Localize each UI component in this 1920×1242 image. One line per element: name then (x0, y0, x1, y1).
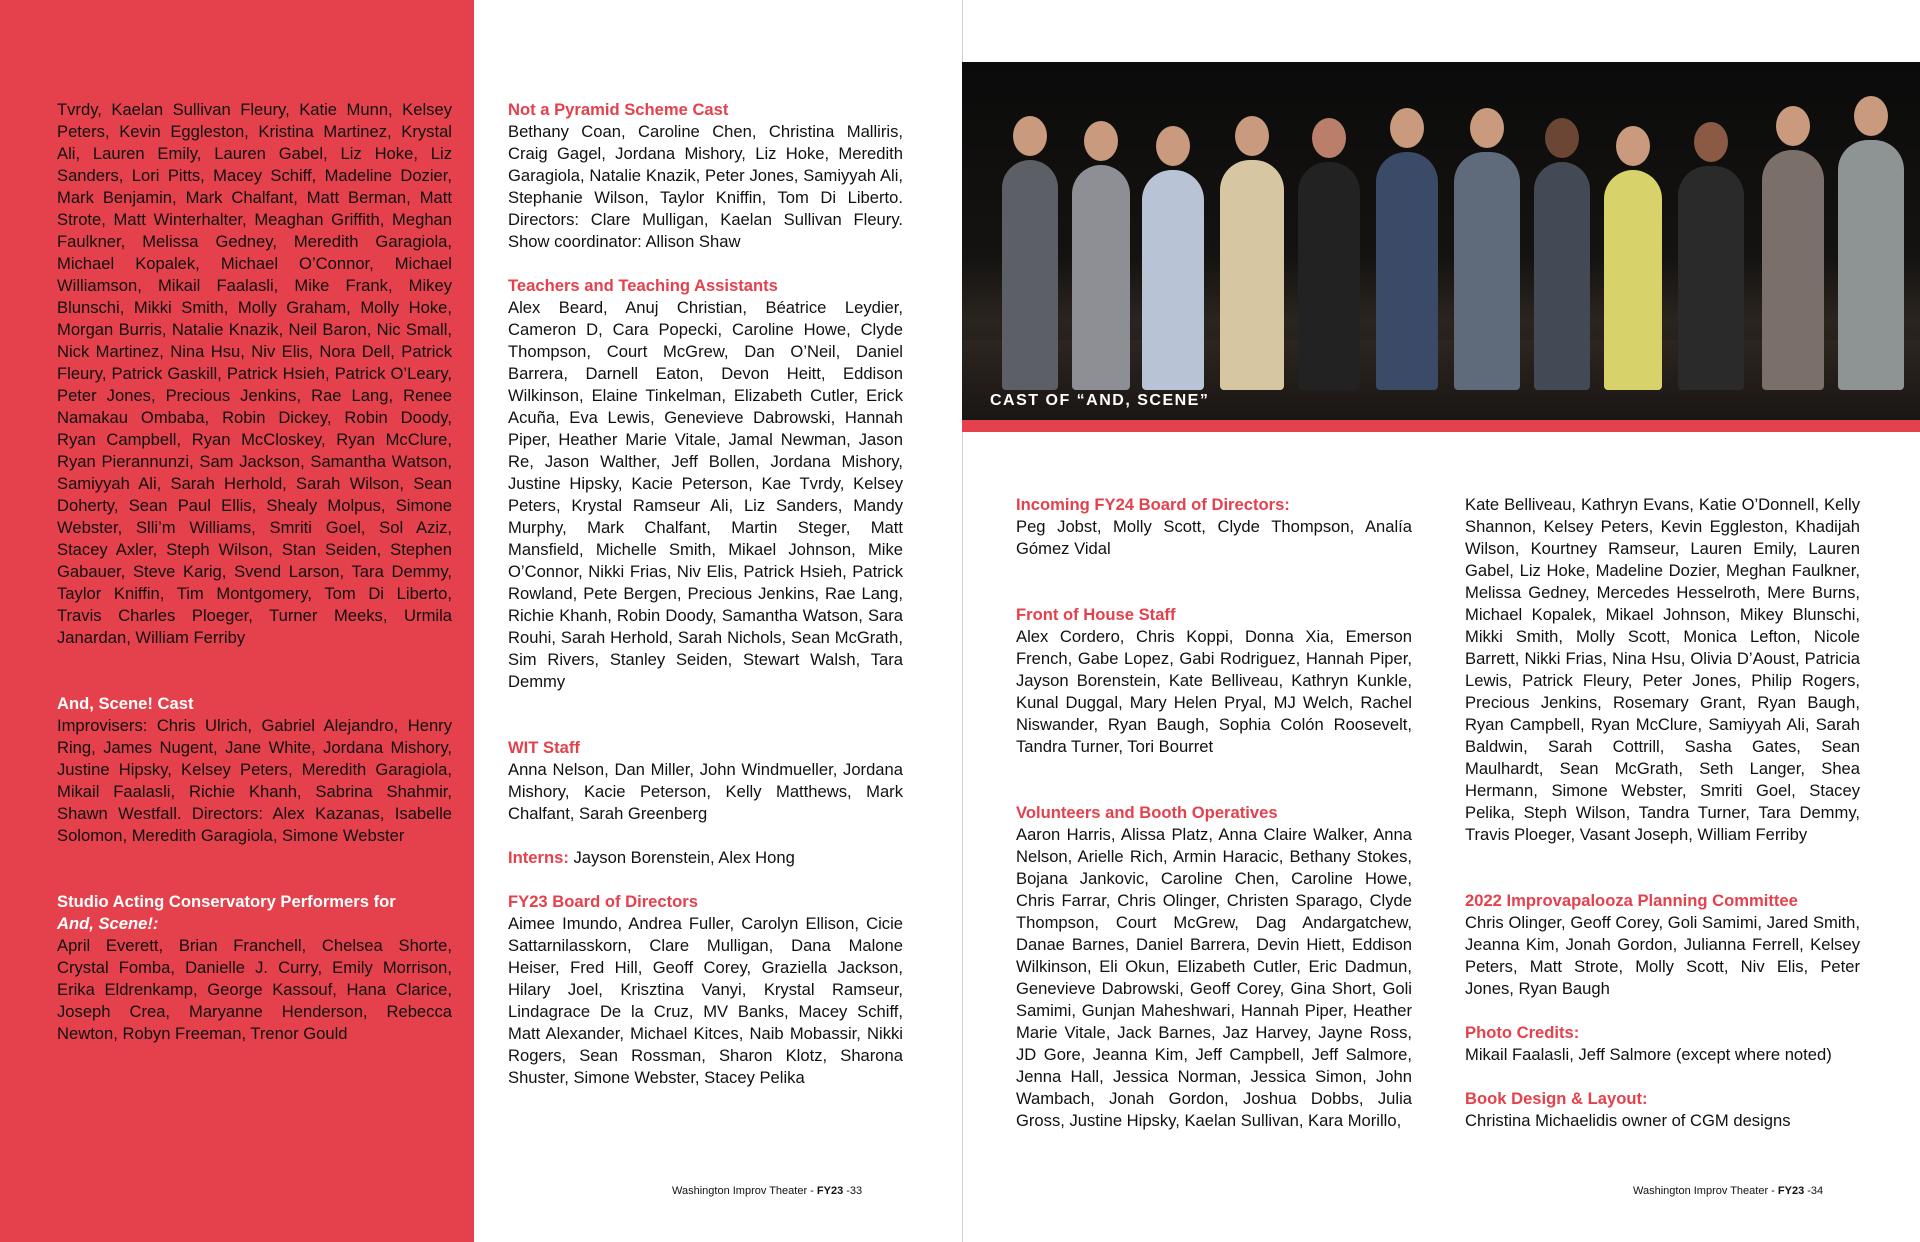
and-scene-cast-heading: And, Scene! Cast (57, 694, 194, 713)
folio-number: -34 (1804, 1185, 1824, 1197)
page34-column-1 (1016, 494, 1412, 1132)
folio-prefix: Washington Improv Theater - (1633, 1185, 1778, 1197)
folio-page-34 (1633, 1185, 1823, 1197)
fy23-board-text: Aimee Imundo, Andrea Fuller, Carolyn Ellison, Cicie Sattarnilasskorn, Clare Mulligan, Dana Malone Heiser, Fred Hill, Geoff Corey, Graziella Jackson, Hilary Joel, Krisztina Vanyi, Krystal Ramseur, Lindagrace De la Cruz, MV Banks, Macey Schiff, Matt Alexander, Michael Kitces, Naib Mobassir, Nikki Rogers, Sean Rossman, Sharon Klotz, Sharona Shuster, Simone Webster, Stacey Pelika (508, 914, 903, 1087)
folio-year: FY23 (1777, 1185, 1805, 1197)
performer (1002, 160, 1058, 390)
design-text: Christina Michaelidis owner of CGM designs (1465, 1111, 1791, 1130)
interns-line (508, 847, 903, 869)
photo-caption: CAST OF “AND, SCENE” (990, 392, 1210, 409)
studio-heading-italic: And, Scene!: (57, 914, 159, 933)
fy23-board-heading: FY23 Board of Directors (508, 892, 698, 911)
page34-column-2 (1465, 494, 1860, 1132)
planning-heading: 2022 Improvapalooza Planning Committee (1465, 891, 1798, 910)
performer (1298, 162, 1360, 390)
photo-credits-heading: Photo Credits: (1465, 1023, 1580, 1042)
foh-text: Alex Cordero, Chris Koppi, Donna Xia, Emerson French, Gabe Lopez, Gabi Rodriguez, Hannah Piper, Jayson Borenstein, Kate Belliveau, Kathryn Kunkle, Kunal Duggal, Mary Helen Pryal, MJ Welch, Rachel Niswander, Ryan Baugh, Sophia Colón Roosevelt, Tandra Turner, Tori Bourret (1016, 627, 1412, 756)
wit-staff-heading: WIT Staff (508, 738, 580, 757)
photo-accent-bar (962, 420, 1920, 432)
studio-heading: Studio Acting Conservatory Performers for (57, 892, 396, 911)
photo-credits-text: Mikail Faalasli, Jeff Salmore (except where noted) (1465, 1045, 1832, 1064)
performer (1838, 140, 1904, 390)
pyramid-text: Bethany Coan, Caroline Chen, Christina Malliris, Craig Gagel, Jordana Mishory, Liz Hoke, Meredith Garagiola, Natalie Knazik, Peter Jones, Samiyyah Ali, Stephanie Wilson, Taylor Kniffin, Tom Di Liberto. Directors: Clare Mulligan, Kaelan Sullivan Fleury. Show coordinator: Allison Shaw (508, 122, 903, 251)
volunteers-continued: Kate Belliveau, Kathryn Evans, Katie O’Donnell, Kelly Shannon, Kelsey Peters, Kevin Eggleston, Khadijah Wilson, Kourtney Ramseur, Lauren Emily, Lauren Gabel, Liz Hoke, Madeline Dozier, Meghan Faulkner, Melissa Gedney, Mercedes Hesselroth, Mere Burns, Michael Kopalek, Mikael Johnson, Mikey Blunschi, Mikki Smith, Molly Scott, Monica Lefton, Nicole Barrett, Nikki Frias, Nina Hsu, Olivia D’Aoust, Patricia Lewis, Patrick Fleury, Peter Jones, Philip Rogers, Precious Jenkins, Rosemary Grant, Ryan Baugh, Ryan Campbell, Ryan McClure, Samiyyah Ali, Sarah Baldwin, Sarah Cottrill, Sasha Gates, Sean Maulhardt, Sean McGrath, Seth Langer, Shea Hermann, Simone Webster, Smriti Goel, Stacey Pelika, Steph Wilson, Tandra Turner, Tara Demmy, Travis Ploeger, Vasant Joseph, William Ferriby (1465, 495, 1860, 844)
and-scene-cast-text: Improvisers: Chris Ulrich, Gabriel Alejandro, Henry Ring, James Nugent, Jane White, Jordana Mishory, Justine Hipsky, Kelsey Peters, Meredith Garagiola, Mikail Faalasli, Richie Khanh, Sabrina Shahmir, Shawn Westfall. Directors: Alex Kazanas, Isabelle Solomon, Meredith Garagiola, Simone Webster (57, 716, 452, 845)
volunteers-text: Aaron Harris, Alissa Platz, Anna Claire Walker, Anna Nelson, Arielle Rich, Armin Haracic, Bethany Stokes, Bojana Jankovic, Caroline Chen, Caroline Howe, Chris Farrar, Chris Olinger, Christen Sparago, Clyde Thompson, Court McGrew, Dag Andargatchew, Danae Barnes, Daniel Barrera, Devin Hiett, Eddison Wilkinson, Eli Okun, Elizabeth Cutler, Eric Dadmun, Genevieve Dabrowski, Geoff Corey, Gina Short, Goli Samimi, Gunjan Maheshwari, Hannah Piper, Heather Marie Vitale, Jack Barnes, Jaz Harvey, Jayne Ross, JD Gore, Jeanna Kim, Jeff Campbell, Jeff Salmore, Jenna Hall, Jessica Norman, Jessica Simon, John Wambach, Jonah Gordon, Joshua Dobbs, Julia Gross, Justine Hipsky, Kaelan Sullivan, Kara Morillo, (1016, 825, 1412, 1130)
planning-text: Chris Olinger, Geoff Corey, Goli Samimi, Jared Smith, Jeanna Kim, Jonah Gordon, Julianna Ferrell, Kelsey Peters, Matt Strote, Molly Scott, Niv Elis, Peter Jones, Ryan Baugh (1465, 913, 1860, 998)
foh-heading: Front of House Staff (1016, 605, 1176, 624)
performer (1142, 170, 1204, 390)
fy24-board-heading: Incoming FY24 Board of Directors: (1016, 495, 1290, 514)
folio-prefix: Washington Improv Theater - (672, 1185, 817, 1197)
performer (1604, 170, 1662, 390)
folio-page-33 (672, 1185, 862, 1197)
cast-photo (962, 62, 1920, 420)
performer (1678, 166, 1744, 390)
studio-text: April Everett, Brian Franchell, Chelsea Shorte, Crystal Fomba, Danielle J. Curry, Emily Morrison, Erika Eldrenkamp, George Kassouf, Hana Clarice, Joseph Crea, Maryanne Henderson, Rebecca Newton, Robyn Freeman, Trenor Gould (57, 936, 452, 1043)
interns-text: Jayson Borenstein, Alex Hong (568, 848, 795, 867)
folio-year: FY23 (816, 1185, 844, 1197)
performer (1534, 162, 1590, 390)
pyramid-heading: Not a Pyramid Scheme Cast (508, 100, 729, 119)
teachers-heading: Teachers and Teaching Assistants (508, 276, 778, 295)
performer (1762, 150, 1824, 390)
volunteers-heading: Volunteers and Booth Operatives (1016, 803, 1278, 822)
performer (1454, 152, 1520, 390)
wit-staff-text: Anna Nelson, Dan Miller, John Windmueller, Jordana Mishory, Kacie Peterson, Kelly Matthews, Mark Chalfant, Sarah Greenberg (508, 760, 903, 823)
interns-label: Interns: (508, 848, 569, 867)
performer (1072, 165, 1130, 390)
performer (1220, 160, 1284, 390)
design-heading: Book Design & Layout: (1465, 1089, 1648, 1108)
teachers-text: Alex Beard, Anuj Christian, Béatrice Leydier, Cameron D, Cara Popecki, Caroline Howe, Clyde Thompson, Court McGrew, Dan O’Neil, Daniel Barrera, Darnell Eaton, Devon Heitt, Eddison Wilkinson, Elaine Tinkelman, Elizabeth Cutler, Erick Acuña, Eva Lewis, Genevieve Dabrowski, Hannah Piper, Heather Marie Vitale, Jamal Newman, Jason Re, Jason Walther, Jeff Bollen, Jordana Mishory, Justine Hipsky, Kacie Peterson, Kae Tvrdy, Kelsey Peters, Krystal Ramseur Ali, Liz Sanders, Mandy Murphy, Mark Chalfant, Martin Steger, Matt Mansfield, Michelle Smith, Mikael Johnson, Mike O’Connor, Nikki Frias, Niv Elis, Patrick Hsieh, Patrick Rowland, Pete Bergen, Precious Jenkins, Rae Lang, Richie Khanh, Robin Doody, Samantha Watson, Sara Rouhi, Sarah Herhold, Sarah Nichols, Sean McGrath, Sim Rivers, Stanley Seiden, Stewart Walsh, Tara Demmy (508, 298, 903, 691)
performer (1376, 152, 1438, 390)
folio-number: -33 (843, 1185, 863, 1197)
page33-column (508, 99, 903, 1089)
fy24-board-text: Peg Jobst, Molly Scott, Clyde Thompson, Analía Gómez Vidal (1016, 517, 1412, 558)
red-column (57, 99, 452, 1045)
continued-names: Tvrdy, Kaelan Sullivan Fleury, Katie Munn, Kelsey Peters, Kevin Eggleston, Kristina Martinez, Krystal Ali, Lauren Emily, Lauren Gabel, Liz Hoke, Liz Sanders, Lori Pitts, Macey Schiff, Madeline Dozier, Mark Benjamin, Mark Chalfant, Matt Berman, Matt Strote, Matt Winterhalter, Meaghan Griffith, Meghan Faulkner, Melissa Gedney, Meredith Garagiola, Michael Kopalek, Michael O’Connor, Michael Williamson, Mikail Faalasli, Mike Frank, Mikey Blunschi, Mikki Smith, Molly Graham, Molly Hoke, Morgan Burris, Natalie Knazik, Neil Baron, Nic Small, Nick Martinez, Nina Hsu, Niv Elis, Nora Dell, Patrick Fleury, Patrick Gaskill, Patrick Hsieh, Patrick O’Leary, Peter Jones, Precious Jenkins, Rae Lang, Renee Namakau Ombaba, Robin Dickey, Robin Doody, Ryan Campbell, Ryan McCloskey, Ryan McClure, Ryan Pierannunzi, Sam Jackson, Samantha Watson, Samiyyah Ali, Sarah Herhold, Sarah Wilson, Sean Doherty, Sean Paul Ellis, Shealy Molpus, Simone Webster, Slli’m Williams, Smriti Goel, Sol Aziz, Stacey Axler, Steph Wilson, Stan Seiden, Stephen Gabauer, Steve Karig, Svend Larson, Tara Demmy, Taylor Kniffin, Tim Montgomery, Tom Di Liberto, Travis Charles Ploeger, Turner Meeks, Urmila Janardan, William Ferriby (57, 100, 452, 647)
